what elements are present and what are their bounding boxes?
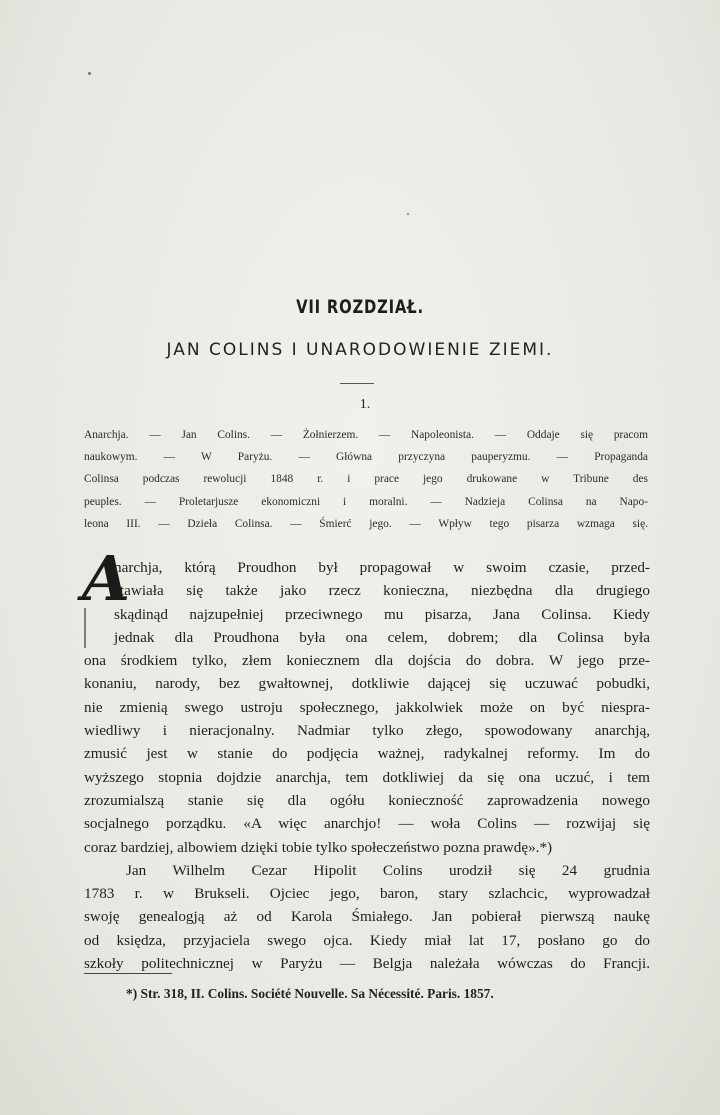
body-line: wiedliwy i nieracjonalny. Nadmiar tylko złego, spowodowany anarchją, — [84, 722, 650, 740]
summary-line: Anarchja. — Jan Colins. — Żołnierzem. — Napoleonista. — Oddaje się pracom — [84, 429, 648, 441]
body-line: swoję genealogją aż od Karola Śmiałego. Jan pobierał pierwszą naukę — [84, 908, 650, 926]
body-text — [84, 556, 650, 975]
chapter-subtitle: JAN COLINS I UNARODOWIENIE ZIEMI. — [166, 340, 554, 360]
chapter-summary — [84, 424, 648, 535]
body-line: wyższego stopnia dojdzie anarchja, tem dotkliwiej da się ona uczuć, i tem — [84, 768, 650, 786]
summary-line: leona III. — Dzieła Colinsa. — Śmierć jego. — Wpływ tego pisarza wzmaga się. — [84, 517, 648, 530]
paper-speck — [88, 72, 91, 75]
body-line: od księdza, przyjaciela swego ojca. Kiedy miał lat 17, posłano go do — [84, 931, 650, 949]
drop-cap: A — [82, 542, 131, 615]
section-number: 1. — [359, 397, 371, 412]
summary-line: peuples. — Proletarjusze ekonomiczni i moralni. — Nadzieja Colinsa na Napo- — [84, 495, 648, 508]
footnote-rule — [84, 973, 172, 974]
body-line: zrozumialszą stanie się dla ogółu konieczność zaprowadzenia nowego — [84, 791, 650, 809]
summary-line: Colinsa podczas rewolucji 1848 r. i prace jego drukowane w Tribune des — [84, 473, 648, 486]
body-line: skądinąd najzupełniej przeciwnego mu pisarza, Jana Colinsa. Kiedy — [114, 605, 650, 623]
summary-line: naukowym. — W Paryżu. — Główna przyczyna pauperyzmu. — Propaganda — [84, 451, 648, 464]
chapter-title: VII ROZDZIAŁ. — [296, 296, 424, 318]
body-line: 1783 r. w Brukseli. Ojciec jego, baron, stary szlachcic, wyprowadzał — [84, 885, 650, 903]
body-line: nie zmienią swego ustroju społecznego, jakkolwiek może on być niespra- — [84, 698, 650, 716]
body-line: zmusić jest w stanie do podjęcia ważnej, radykalnej reformy. Im do — [84, 745, 650, 763]
body-line: jednak dla Proudhona była ona celem, dobrem; dla Colinsa była — [114, 628, 650, 646]
body-line: coraz bardziej, albowiem dzięki tobie tylko społeczeństwo pozna prawdę».*) — [84, 838, 553, 856]
body-line: stawiała się także jako rzecz konieczna, niezbędna dla drugiego — [114, 582, 650, 600]
footnote: *) Str. 318, II. Colins. Société Nouvelle. Sa Nécessité. Paris. 1857. — [126, 986, 494, 1001]
title-rule — [340, 383, 374, 384]
body-line: narchja, którą Proudhon był propagował w swoim czasie, przed- — [114, 559, 650, 576]
paper-speck — [407, 213, 409, 215]
body-line: ona środkiem tylko, złem koniecznem dla dojścia do dobra. W jego prze- — [84, 652, 650, 670]
body-line: Jan Wilhelm Cezar Hipolit Colins urodził się 24 grudnia — [126, 861, 650, 879]
body-line: socjalnego porządku. «A więc anarchjo! — woła Colins — rozwijaj się — [84, 815, 650, 833]
body-line: szkoły politechnicznej w Paryżu — Belgja należała wówczas do Francji. — [84, 955, 650, 973]
body-line: konaniu, narody, bez gwałtownej, dotkliwie dającej się uczuwać pobudki, — [84, 675, 650, 693]
